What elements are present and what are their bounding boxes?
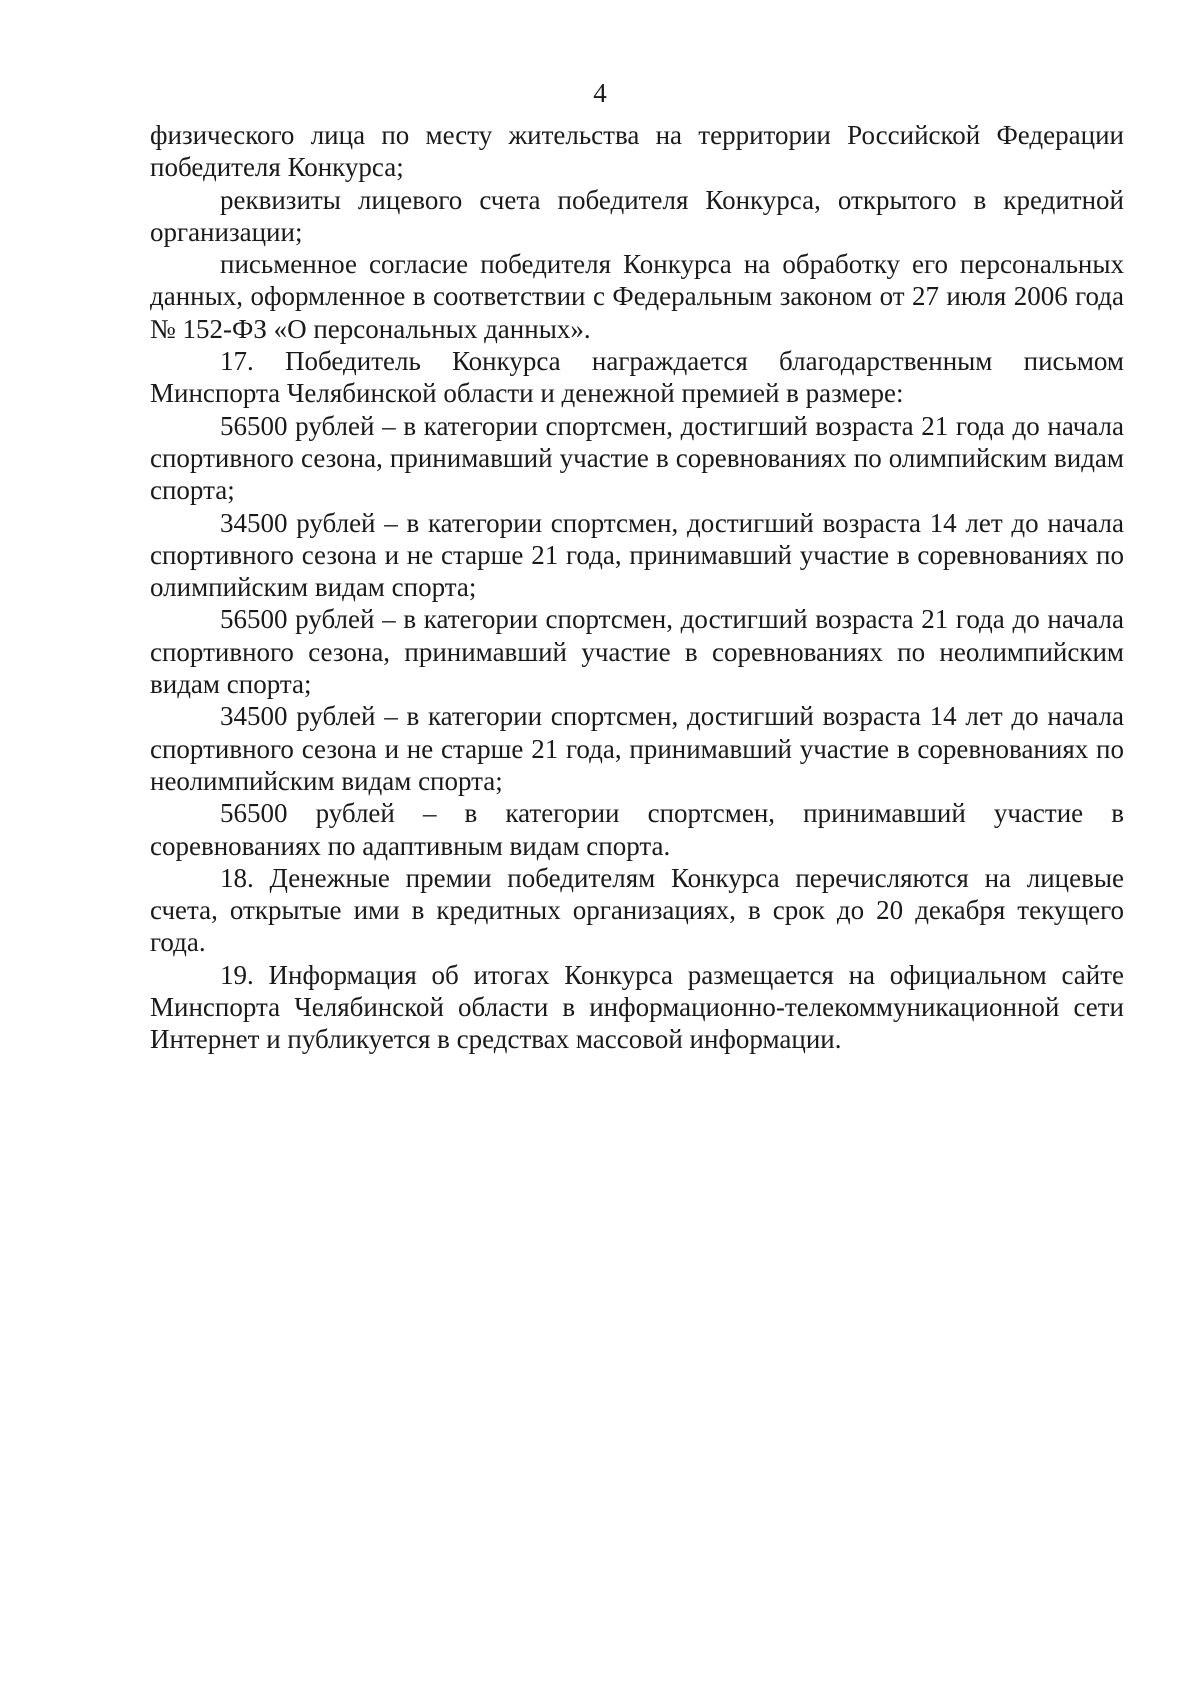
paragraph-item-18: 18. Денежные премии победителям Конкурса перечисляются на лицевые счета, открытые ими в кредитных организациях, в срок до 20 декабря текущего года. bbox=[150, 862, 1124, 958]
paragraph-prize-olympic-junior: 34500 рублей – в категории спортсмен, достигший возраста 14 лет до начала спортивного сезона и не старше 21 года, принимавший участие в соревнованиях по олимпийским видам спорта; bbox=[150, 507, 1124, 603]
paragraph-continuation: физического лица по месту жительства на территории Российской Федерации победителя Конкурса; bbox=[150, 120, 1124, 183]
page-number: 4 bbox=[593, 78, 607, 108]
paragraph-consent: письменное согласие победителя Конкурса на обработку его персональных данных, оформленное в соответствии с Федеральным законом от 27 июля 2006 года № 152-ФЗ «О персональных данных». bbox=[150, 249, 1124, 344]
document-body bbox=[150, 119, 1124, 1056]
paragraph-item-17: 17. Победитель Конкурса награждается благодарственным письмом Минспорта Челябинской области и денежной премией в размере: bbox=[150, 346, 1124, 409]
paragraph-item-19: 19. Информация об итогах Конкурса размещается на официальном сайте Минспорта Челябинской области в информационно-телекоммуникационной сети Интернет и публикуется в средствах массовой информации. bbox=[150, 959, 1124, 1055]
paragraph-prize-adaptive: 56500 рублей – в категории спортсмен, принимавший участие в соревнованиях по адаптивным видам спорта. bbox=[150, 798, 1124, 861]
paragraph-bank-details: реквизиты лицевого счета победителя Конкурса, открытого в кредитной организации; bbox=[150, 184, 1124, 247]
paragraph-prize-olympic-adult: 56500 рублей – в категории спортсмен, достигший возраста 21 года до начала спортивного сезона, принимавший участие в соревнованиях по олимпийским видам спорта; bbox=[150, 410, 1124, 506]
paragraph-prize-nonolympic-junior: 34500 рублей – в категории спортсмен, достигший возраста 14 лет до начала спортивного сезона и не старше 21 года, принимавший участие в соревнованиях по неолимпийским видам спорта; bbox=[150, 701, 1124, 796]
paragraph-prize-nonolympic-adult: 56500 рублей – в категории спортсмен, достигший возраста 21 года до начала спортивного сезона, принимавший участие в соревнованиях по неолимпийским видам спорта; bbox=[150, 604, 1124, 700]
